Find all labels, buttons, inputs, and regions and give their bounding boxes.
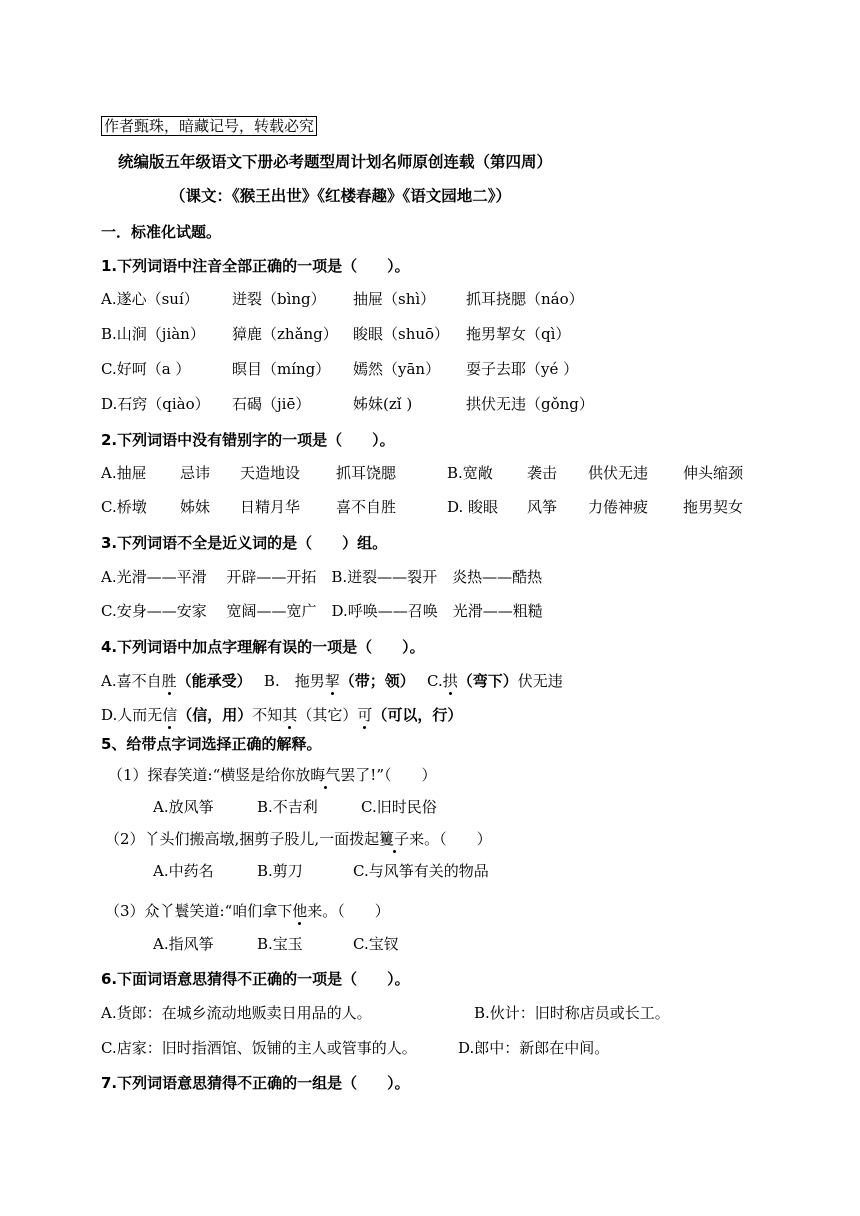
q2-word: 袭击: [527, 464, 558, 482]
q2-word: 力倦神疲: [588, 498, 649, 516]
q6-option-c: C.店家：旧时指酒馆、饭铺的主人或管事的人。: [101, 1039, 417, 1057]
dotted-char: 挈: [324, 672, 340, 690]
q5-sub-1-tail: 罢了!”（ ）: [340, 766, 437, 784]
q1-option-c2: 暝目（míng）: [232, 360, 331, 378]
q4-option-line-2: [101, 705, 462, 725]
dotted-char: 信: [162, 706, 178, 724]
dotted-word: 晦气: [310, 766, 341, 784]
q2-word: C.桥墩: [101, 498, 147, 516]
q2-word: B.宽敞: [447, 464, 493, 482]
q4-c-explanation: （弯下）: [457, 672, 518, 690]
q6-option-b: B.伙计：旧时称店员或长工。: [474, 1004, 670, 1022]
q1-option-c3: 嫣然（yān）: [353, 360, 441, 378]
q4-d-explanation-1: （信，用）: [177, 706, 253, 724]
q2-word: 忌讳: [180, 464, 211, 482]
section-heading: 一．标准化试题。: [101, 223, 222, 241]
q4-d-explanation-2: （其它）: [297, 706, 358, 724]
q5-2-option-a: A.中药名: [153, 862, 214, 880]
q2-word: D. 睃眼: [447, 498, 499, 516]
q1-option-d1: D.石窍（qiào）: [101, 395, 210, 413]
q5-1-option-a: A.放风筝: [153, 798, 214, 816]
q5-sub-3: [105, 901, 390, 921]
q5-3-option-b: B.宝玉: [257, 935, 303, 953]
q1-option-a4: 抓耳挠腮（náo）: [466, 290, 584, 308]
q5-1-option-b: B.不吉利: [257, 798, 318, 816]
q5-sub-2: [105, 829, 492, 849]
q4-d-explanation-3: （可以，行）: [372, 706, 463, 724]
q4-b-explanation: （带；领）: [339, 672, 408, 690]
worksheet-subtitle: （课文：《猴王出世》《红楼春趣》《语文园地二》）: [170, 187, 512, 205]
q5-3-option-a: A.指风筝: [153, 935, 214, 953]
q5-sub-3-text: （3）众丫鬟笑道:“咱们拿下: [105, 902, 293, 920]
q6-option-d: D.郎中：新郎在中间。: [458, 1039, 610, 1057]
q2-word: 伸头缩颈: [683, 464, 744, 482]
q5-2-option-b: B.剪刀: [257, 862, 303, 880]
q2-word: 日精月华: [240, 498, 301, 516]
q5-1-option-c: C.旧时民俗: [361, 798, 437, 816]
q4-c-text: C.: [427, 672, 443, 690]
q4-c-rest: 伏无违: [517, 672, 563, 690]
question-3-stem: 3.下列词语不全是近义词的是（ ）组。: [101, 534, 388, 552]
q5-sub-1-text: （1）探春笑道:“横竖是给你放: [108, 766, 311, 784]
q5-2-option-c: C.与风筝有关的物品: [353, 862, 489, 880]
dotted-word: 籰子: [379, 830, 410, 848]
dotted-char: 拱: [442, 672, 458, 690]
question-2-stem: 2.下列词语中没有错别字的一项是（ ）。: [101, 431, 395, 449]
q4-option-line-1: [101, 671, 563, 691]
question-5-stem: 5、给带点字词选择正确的解释。: [101, 735, 322, 753]
q1-option-b1: B.山涧（jiàn）: [101, 325, 205, 343]
q2-word: 天造地设: [240, 464, 301, 482]
q1-option-a2: 迸裂（bìng）: [232, 290, 326, 308]
q2-word: 拖男契女: [683, 498, 744, 516]
q1-option-b3: 睃眼（shuō）: [353, 325, 450, 343]
q1-option-c4: 耍子去耶（yé ）: [466, 360, 579, 378]
q4-a-text: A.喜不自: [101, 672, 162, 690]
q1-option-d3: 姊妹(zǐ ): [353, 395, 413, 413]
q1-option-d2: 石碣（jiē）: [232, 395, 311, 413]
q1-option-a3: 抽屉（shì）: [353, 290, 436, 308]
dotted-char: 胜: [161, 672, 177, 690]
q2-word: 喜不自胜: [336, 498, 397, 516]
question-7-stem: 7.下列词语意思猜得不正确的一组是（ ）。: [101, 1074, 410, 1092]
dotted-char: 可: [357, 706, 373, 724]
dotted-char: 其: [282, 706, 298, 724]
q3-option-row: A.光滑——平滑 开辟——开拓 B.迸裂——裂开 炎热——酷热: [101, 568, 543, 586]
q2-word: 风筝: [527, 498, 558, 516]
dotted-word: 他: [292, 902, 308, 920]
q5-sub-3-tail: 来。（ ）: [307, 902, 390, 920]
q6-option-a: A.货郎：在城乡流动地贩卖日用品的人。: [101, 1004, 372, 1022]
q5-3-option-c: C.宝钗: [353, 935, 399, 953]
q2-word: 姊妹: [180, 498, 211, 516]
q4-a-explanation: （能承受）: [176, 672, 245, 690]
question-6-stem: 6.下面词语意思猜得不正确的一项是（ ）。: [101, 970, 410, 988]
q4-b-text: B. 拖男: [263, 672, 325, 690]
question-4-stem: 4.下列词语中加点字理解有误的一项是（ ）。: [101, 638, 425, 656]
q5-sub-1: [108, 765, 437, 785]
q2-word: A.抽屉: [101, 464, 147, 482]
q2-word: 供伏无违: [588, 464, 649, 482]
q5-sub-2-text: （2）丫头们搬高墩,捆剪子股儿,一面拨起: [105, 830, 380, 848]
q1-option-b4: 拖男挈女（qì）: [466, 325, 571, 343]
copyright-notice: 作者甄珠，暗藏记号，转载必究: [101, 116, 317, 136]
q3-option-row: C.安身——安家 宽阔——宽广 D.呼唤——召唤 光滑——粗糙: [101, 602, 543, 620]
q1-option-b2: 獐鹿（zhǎng）: [232, 325, 338, 343]
q2-word: 抓耳饶腮: [336, 464, 397, 482]
q1-option-a1: A.遂心（suí）: [101, 290, 199, 308]
q1-option-d4: 拱伏无违（gǒng）: [466, 395, 594, 413]
q4-d-text: D.人而无: [101, 706, 163, 724]
q5-sub-2-tail: 来。（ ）: [409, 830, 492, 848]
worksheet-title: 统编版五年级语文下册必考题型周计划名师原创连载（第四周）: [118, 153, 553, 171]
q4-d-middle: 不知: [252, 706, 283, 724]
question-1-stem: 1.下列词语中注音全部正确的一项是（ ）。: [101, 257, 410, 275]
q1-option-c1: C.好呵（a ）: [101, 360, 191, 378]
